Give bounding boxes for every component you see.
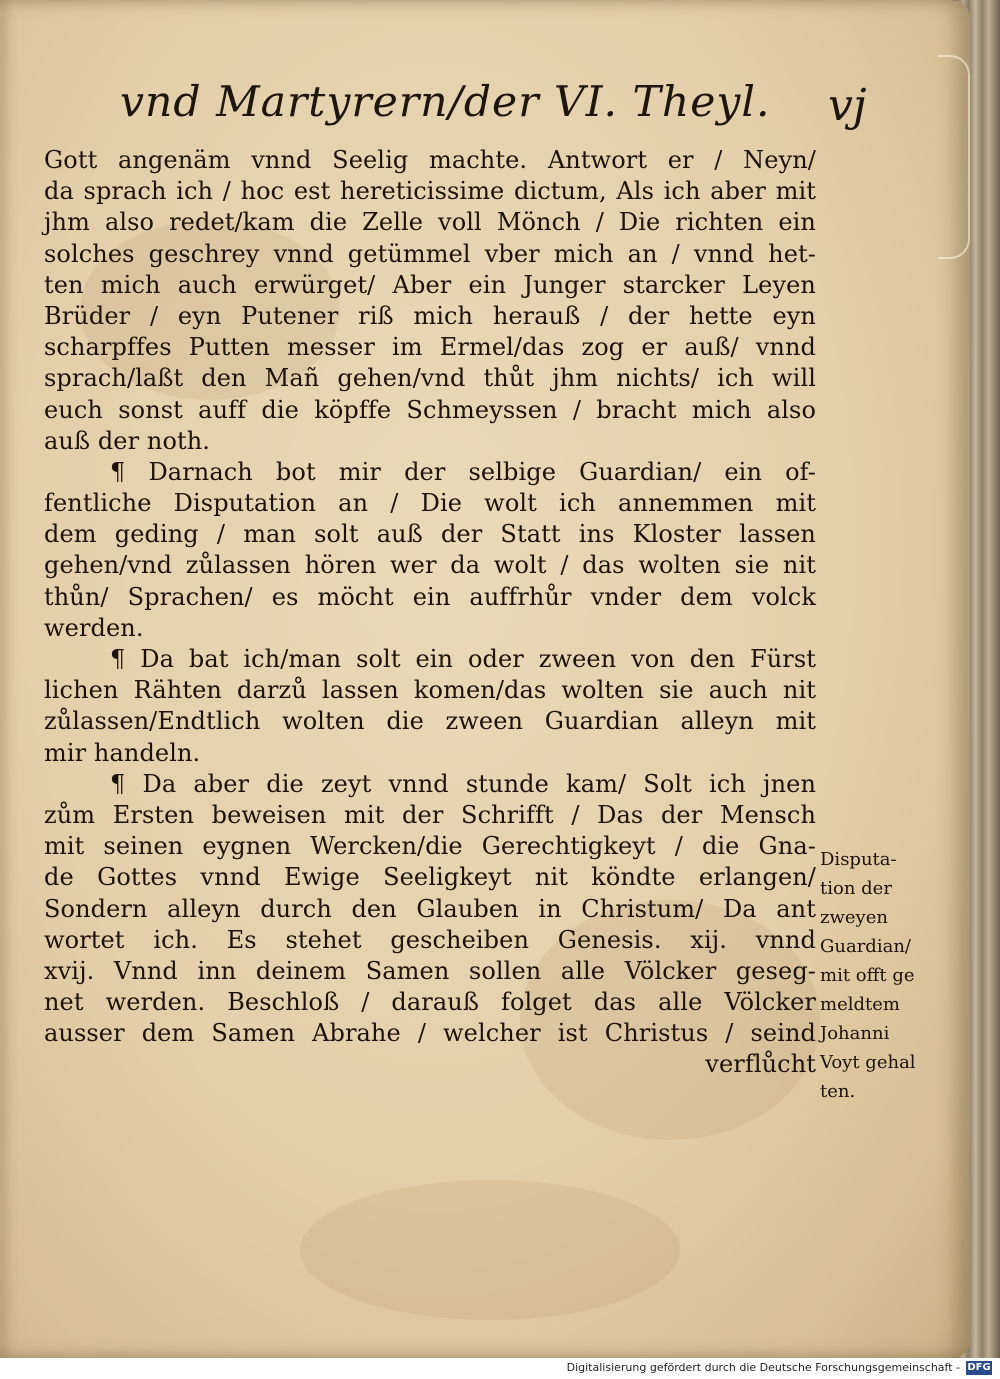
text-line: fentliche Disputation an / Die wolt ich annemmen mit [44, 489, 816, 518]
text-line: mit seinen eygnen Wercken/die Gerechtigkeyt / die Gna- [44, 832, 816, 861]
text-line: zůlassen/Endtlich wolten die zween Guardian alleyn mit [44, 707, 816, 736]
text-line: xvij. Vnnd inn deinem Samen sollen alle Völcker geseg- [44, 956, 816, 985]
marginal-note [820, 845, 960, 1106]
text-line: zům Ersten beweisen mit der Schrifft / Das der Mensch [44, 800, 816, 829]
footer-bar [0, 1358, 1000, 1379]
text-line: Gott angenäm vnnd Seelig machte. Antwort er / Neyn/ [44, 146, 816, 174]
text-line: gehen/vnd zůlassen hören wer da wolt / das wolten sie nit [44, 551, 816, 580]
marginal-note-line: ten. [820, 1081, 856, 1102]
catchword: verflůcht [705, 1050, 816, 1079]
paragraph-start-line: ¶ Darnach bot mir der selbige Guardian/ ein of- [110, 457, 816, 486]
marginal-note-line: Voyt gehal [820, 1052, 916, 1073]
text-line: werden. [44, 613, 144, 642]
body-text [44, 145, 816, 1081]
dfg-logo: DFG [967, 1362, 991, 1373]
text-line: scharpffes Putten messer im Ermel/das zog er auß/ vnnd [44, 333, 816, 362]
text-line: da sprach ich / hoc est hereticissime dictum, Als ich aber mit [44, 177, 816, 206]
text-line: wortet ich. Es stehet gescheiben Genesis. xij. vnnd [44, 925, 816, 954]
text-line: net werden. Beschloß / darauß folget das alle Völcker [44, 988, 816, 1017]
text-line: solches geschrey vnnd getümmel vber mich an / vnnd het- [44, 239, 816, 268]
text-line: de Gottes vnnd Ewige Seeligkeyt nit köndte erlangen/ [44, 863, 816, 892]
running-head: vnd Martyrern/der VI. Theyl. [120, 78, 771, 127]
page-corner-curl [938, 55, 970, 259]
text-line: dem geding / man solt auß der Statt ins Kloster lassen [44, 520, 816, 549]
text-line: euch sonst auff die köpffe Schmeyssen / bracht mich also [44, 395, 816, 424]
paragraph-start-line: ¶ Da bat ich/man solt ein oder zween von den Fürst [110, 645, 816, 673]
text-line: jhm also redet/kam die Zelle voll Mönch / Die richten ein [44, 208, 816, 237]
text-line: sprach/laßt den Mañ gehen/vnd thůt jhm nichts/ ich will [44, 364, 816, 393]
text-line: lichen Rähten darzů lassen komen/das wolten sie auch nit [44, 676, 816, 705]
marginal-note-line: Disputa- [820, 849, 897, 870]
text-line: Sondern alleyn durch den Glauben in Christum/ Da ant [44, 894, 816, 923]
funding-credit: Digitalisierung gefördert durch die Deutsche Forschungsgemeinschaft - [566, 1361, 960, 1374]
text-line: auß der noth. [44, 426, 211, 455]
text-line: ten mich auch erwürget/ Aber ein Junger starcker Leyen [44, 270, 816, 299]
marginal-note-line: Johanni [820, 1023, 890, 1044]
paragraph-start-line: ¶ Da aber die zeyt vnnd stunde kam/ Solt ich jnen [110, 769, 816, 798]
paper-stain [300, 1180, 680, 1320]
text-line: mir handeln. [44, 738, 201, 767]
marginal-note-line: tion der [820, 878, 892, 899]
marginal-note-line: Guardian/ [820, 936, 911, 957]
marginal-note-line: zweyen [820, 907, 888, 928]
folio-number: vj [828, 80, 867, 131]
marginal-note-line: mit offt ge [820, 965, 915, 986]
text-line: thůn/ Sprachen/ es möcht ein auffrhůr vnder dem volck [44, 582, 816, 611]
text-line: ausser dem Samen Abrahe / welcher ist Christus / seind [44, 1019, 816, 1048]
marginal-note-line: meldtem [820, 994, 900, 1015]
text-line: Brüder / eyn Putener riß mich herauß / der hette eyn [44, 301, 816, 330]
